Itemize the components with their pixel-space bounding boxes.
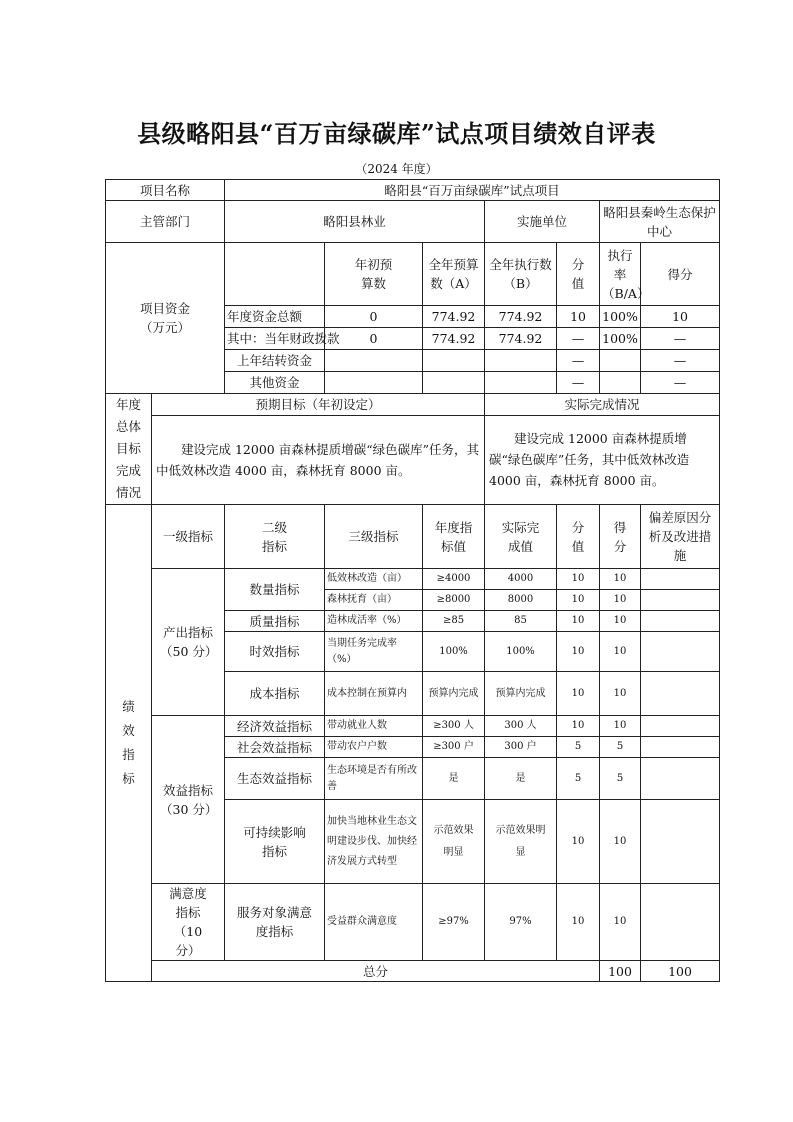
funds-header-exec: 全年执行数（B）: [485, 243, 557, 306]
perf-row-l3: 带动就业人数: [325, 716, 423, 737]
perf-l2-quantity: 数量指标: [225, 569, 325, 611]
funds-row-score: 10: [641, 306, 720, 328]
goals-actual-label: 实际完成情况: [485, 394, 720, 416]
perf-row-l3: 生态环境是否有所改善: [325, 758, 423, 800]
perf-row-target: ≥8000: [423, 590, 485, 611]
funds-row-exec: 774.92: [485, 328, 557, 350]
perf-row-target: ≥97%: [423, 884, 485, 961]
funds-row-full: [423, 350, 485, 372]
funds-row-exec: [485, 350, 557, 372]
funds-row-init: [325, 350, 423, 372]
funds-header-score: 得分: [641, 243, 720, 306]
goals-actual-text: 建设完成 12000 亩森林提质增碳“绿色碳库”任务，其中低效林改造 4000 亩，森林抚育 8000 亩。: [485, 415, 720, 504]
perf-row-actual: 300 人: [485, 716, 557, 737]
total-label: 总分: [152, 961, 600, 982]
impl-label: 实施单位: [485, 201, 600, 243]
funds-row-rate: 100%: [600, 328, 641, 350]
perf-row-actual: 预算内完成: [485, 672, 557, 716]
perf-row-l3: 森林抚育（亩）: [325, 590, 423, 611]
document-year: （2024 年度）: [355, 162, 438, 176]
perf-row-score: 5: [600, 758, 641, 800]
project-name-value: 略阳县“百万亩绿碳库”试点项目: [225, 180, 720, 201]
perf-header-deviation: 偏差原因分析及改进措施: [641, 505, 720, 569]
funds-row-exec: [485, 372, 557, 394]
perf-row-actual: 示范效果明显: [485, 800, 557, 884]
perf-l2-sustainable: 可持续影响指标: [225, 800, 325, 884]
perf-row-value: 10: [557, 611, 600, 632]
perf-row-actual: 85: [485, 611, 557, 632]
funds-header-init: 年初预算数: [325, 243, 423, 306]
perf-row-deviation: [641, 800, 720, 884]
perf-l1-satisfaction: 满意度指标（10 分）: [152, 884, 225, 961]
perf-l2-service-satisfaction: 服务对象满意度指标: [225, 884, 325, 961]
perf-row-target: 预算内完成: [423, 672, 485, 716]
perf-header-score: 得分: [600, 505, 641, 569]
perf-row-l3: 成本控制在预算内: [325, 672, 423, 716]
impl-value: 略阳县秦岭生态保护中心: [600, 201, 720, 243]
perf-l2-social: 社会效益指标: [225, 737, 325, 758]
perf-row-target: ≥4000: [423, 569, 485, 590]
funds-row-score-value: —: [557, 328, 600, 350]
perf-row-actual: 4000: [485, 569, 557, 590]
goals-label: 年度总体目标完成情况: [106, 394, 152, 505]
funds-row-init: 0: [325, 306, 423, 328]
perf-row-target: 是: [423, 758, 485, 800]
perf-header-l2: 二级指标: [225, 505, 325, 569]
goals-expected-text: 建设完成 12000 亩森林提质增碳“绿色碳库”任务，其中低效林改造 4000 亩，森林抚育 8000 亩。: [152, 415, 485, 504]
perf-row-actual: 100%: [485, 632, 557, 672]
funds-row-init: [325, 372, 423, 394]
perf-row-deviation: [641, 737, 720, 758]
perf-l2-timeliness: 时效指标: [225, 632, 325, 672]
perf-row-l3: 当期任务完成率（%）: [325, 632, 423, 672]
funds-row-score: —: [641, 328, 720, 350]
funds-row-name: 其中：当年财政拨款: [225, 328, 325, 350]
perf-row-deviation: [641, 884, 720, 961]
perf-row-l3: 带动农户户数: [325, 737, 423, 758]
perf-row-value: 5: [557, 737, 600, 758]
perf-row-l3: 受益群众满意度: [325, 884, 423, 961]
perf-row-deviation: [641, 611, 720, 632]
perf-row-value: 10: [557, 632, 600, 672]
perf-l2-cost: 成本指标: [225, 672, 325, 716]
dept-value: 略阳县林业: [225, 201, 485, 243]
perf-row-target: ≥300 人: [423, 716, 485, 737]
perf-row-value: 10: [557, 716, 600, 737]
perf-l2-ecological: 生态效益指标: [225, 758, 325, 800]
total-value: 100: [600, 961, 641, 982]
funds-row-rate: 100%: [600, 306, 641, 328]
funds-row-score-value: —: [557, 372, 600, 394]
perf-row-score: 10: [600, 800, 641, 884]
perf-row-target: ≥85: [423, 611, 485, 632]
perf-l2-economic: 经济效益指标: [225, 716, 325, 737]
perf-l2-quality: 质量指标: [225, 611, 325, 632]
dept-label: 主管部门: [106, 201, 225, 243]
perf-l1-output: 产出指标（50 分）: [152, 569, 225, 716]
perf-row-deviation: [641, 632, 720, 672]
funds-row-score-value: —: [557, 350, 600, 372]
perf-row-value: 10: [557, 672, 600, 716]
funds-row-rate: [600, 372, 641, 394]
perf-row-deviation: [641, 672, 720, 716]
perf-header-actual: 实际完成值: [485, 505, 557, 569]
perf-row-target: 100%: [423, 632, 485, 672]
funds-row-score-value: 10: [557, 306, 600, 328]
perf-row-deviation: [641, 716, 720, 737]
perf-row-score: 10: [600, 716, 641, 737]
perf-row-l3: 造林成活率（%）: [325, 611, 423, 632]
perf-row-value: 10: [557, 590, 600, 611]
funds-header-score-value: 分值: [557, 243, 600, 306]
perf-row-value: 10: [557, 800, 600, 884]
perf-row-score: 10: [600, 569, 641, 590]
funds-header-blank: [225, 243, 325, 306]
self-evaluation-table: [105, 179, 720, 982]
funds-row-score: —: [641, 372, 720, 394]
perf-row-value: 10: [557, 884, 600, 961]
total-score: 100: [641, 961, 720, 982]
perf-header-target: 年度指标值: [423, 505, 485, 569]
perf-row-score: 10: [600, 884, 641, 961]
funds-header-rate: 执行率（B/A）: [600, 243, 641, 306]
funds-row-name: 其他资金: [225, 372, 325, 394]
perf-row-actual: 300 户: [485, 737, 557, 758]
funds-row-score: —: [641, 350, 720, 372]
perf-row-score: 10: [600, 590, 641, 611]
perf-row-l3: 低效林改造（亩）: [325, 569, 423, 590]
perf-row-target: ≥300 户: [423, 737, 485, 758]
funds-row-full: 774.92: [423, 306, 485, 328]
funds-row-rate: [600, 350, 641, 372]
perf-header-l1: 一级指标: [152, 505, 225, 569]
perf-row-score: 10: [600, 632, 641, 672]
perf-row-value: 10: [557, 569, 600, 590]
perf-label: 绩效指标: [106, 505, 152, 982]
perf-header-l3: 三级指标: [325, 505, 423, 569]
perf-row-score: 5: [600, 737, 641, 758]
project-name-label: 项目名称: [106, 180, 225, 201]
perf-row-score: 10: [600, 672, 641, 716]
perf-header-value: 分值: [557, 505, 600, 569]
funds-row-name: 上年结转资金: [225, 350, 325, 372]
perf-row-deviation: [641, 569, 720, 590]
perf-row-actual: 是: [485, 758, 557, 800]
perf-row-deviation: [641, 590, 720, 611]
perf-l1-benefit: 效益指标（30 分）: [152, 716, 225, 884]
document-title: 县级略阳县“百万亩绿碳库”试点项目绩效自评表: [137, 119, 656, 148]
perf-row-actual: 97%: [485, 884, 557, 961]
funds-row-init: 0: [325, 328, 423, 350]
goals-expected-label: 预期目标（年初设定）: [152, 394, 485, 416]
perf-row-score: 10: [600, 611, 641, 632]
funds-row-name: 年度资金总额: [225, 306, 325, 328]
perf-row-actual: 8000: [485, 590, 557, 611]
perf-row-value: 5: [557, 758, 600, 800]
funds-header-full: 全年预算数（A）: [423, 243, 485, 306]
perf-row-deviation: [641, 758, 720, 800]
perf-row-l3: 加快当地林业生态文明建设步伐、加快经济发展方式转型: [325, 800, 423, 884]
funds-row-exec: 774.92: [485, 306, 557, 328]
funds-row-full: 774.92: [423, 328, 485, 350]
funds-row-full: [423, 372, 485, 394]
perf-row-target: 示范效果明显: [423, 800, 485, 884]
funds-label: 项目资金（万元）: [106, 243, 225, 394]
